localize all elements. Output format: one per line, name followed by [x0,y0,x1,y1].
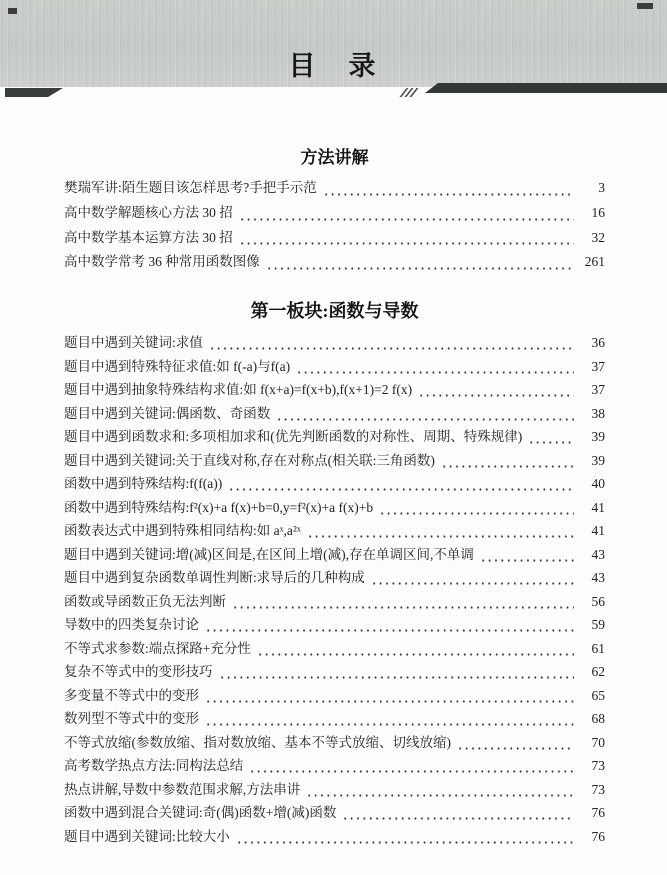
entry-title: 不等式放缩(参数放缩、指对数放缩、基本不等式放缩、切线放缩) [64,734,451,750]
entry-page: 261 [584,254,605,270]
entry-title: 高中数学常考 36 种常用函数图像 [64,254,260,270]
entry-page: 41 [591,523,605,539]
dot-leader [371,581,574,586]
entry-page: 65 [591,687,605,703]
section-rows [64,336,605,853]
dot-leader [379,511,574,516]
entry-page: 76 [591,805,605,821]
dot-leader [307,534,574,539]
toc-entry [64,548,605,572]
entry-title: 高考数学热点方法:同构法总结 [64,758,244,774]
banner-slashes-decoration [403,84,418,93]
entry-page: 41 [591,499,605,515]
entry-title: 题目中遇到关键词:求值 [64,335,203,351]
dot-leader [296,370,574,375]
dot-leader [441,464,574,469]
entry-title: 题目中遇到关键词:比较大小 [64,828,230,844]
corner-mark-right [637,3,653,9]
entry-title: 高中数学基本运算方法 30 招 [64,229,233,245]
entry-page: 37 [591,382,605,398]
dot-leader [228,487,574,492]
section-heading: 方法讲解 [300,148,369,167]
toc-entry [64,830,605,854]
entry-page: 61 [591,640,605,656]
dot-leader [232,605,574,610]
dot-leader [306,793,574,798]
toc-entry [64,665,605,689]
toc-entry [64,783,605,807]
dot-leader [205,628,574,633]
entry-page: 76 [591,828,605,844]
dot-leader [239,217,574,222]
dot-leader [276,417,574,422]
entry-page: 56 [591,593,605,609]
dot-leader [219,675,575,680]
toc-entry [64,618,605,642]
section-heading: 第一板块:函数与导数 [250,301,419,322]
toc-body [64,97,605,853]
entry-title: 题目中遇到关键词:偶函数、奇函数 [64,405,271,421]
entry-title: 题目中遇到抽象特殊结构求值:如 f(x+a)=f(x+b),f(x+1)=2 f(x) [64,382,413,398]
dot-leader [205,722,574,727]
entry-title: 题目中遇到特殊特征求值:如 f(-a)与f(a) [64,358,291,374]
entry-title: 函数中遇到特殊结构:f²(x)+a f(x)+b=0,y=f²(x)+a f(x)+b [64,499,374,515]
entry-page: 32 [591,229,605,245]
entry-page: 16 [591,204,605,220]
entry-title: 题目中遇到复杂函数单调性判断:求导后的几种构成 [64,570,365,586]
entry-title: 函数中遇到混合关键词:奇(偶)函数+增(减)函数 [64,805,337,821]
entry-title: 樊瑞军讲:陌生题目该怎样思考?手把手示范 [64,180,317,195]
entry-page: 39 [591,429,605,445]
toc-entry [64,524,605,548]
entry-title: 复杂不等式中的变形技巧 [64,664,213,680]
toc-section [64,143,605,280]
entry-title: 题目中遇到函数求和:多项相加求和(优先判断函数的对称性、周期、特殊规律) [64,429,523,445]
dot-leader [323,192,574,197]
entry-title: 高中数学解题核心方法 30 招 [64,204,233,220]
toc-entry [64,255,605,280]
toc-entry [64,642,605,666]
entry-page: 62 [591,664,605,680]
dot-leader [209,346,574,351]
toc-entry [64,806,605,830]
toc-section [64,297,605,853]
entry-page: 70 [591,734,605,750]
entry-title: 不等式求参数:端点探路+充分性 [64,640,251,656]
toc-entry [64,206,605,231]
page-title: 目 录 [288,51,379,81]
dot-leader [457,746,574,751]
dot-leader [205,699,574,704]
entry-page: 3 [598,180,605,195]
entry-title: 热点讲解,导数中参数范围求解,方法串讲 [64,781,301,797]
toc-entry [64,712,605,736]
dot-leader [239,241,574,246]
entry-page: 40 [591,476,605,492]
entry-page: 59 [591,617,605,633]
entry-page: 38 [591,405,605,421]
entry-page: 68 [591,711,605,727]
banner-left-accent [5,88,63,97]
entry-title: 函数或导函数正负无法判断 [64,593,226,609]
toc-entry [64,689,605,713]
section-rows [64,181,605,280]
toc-entry [64,571,605,595]
toc-entry [64,407,605,431]
toc-entry [64,336,605,360]
entry-page: 37 [591,358,605,374]
toc-entry [64,595,605,619]
entry-page: 73 [591,781,605,797]
entry-title: 函数表达式中遇到特殊相同结构:如 aˣ,a²ˣ [64,523,301,539]
entry-page: 39 [591,452,605,468]
entry-title: 函数中遇到特殊结构:f(f(a)) [64,476,223,492]
toc-entry [64,454,605,478]
dot-leader [342,816,574,821]
toc-entry [64,477,605,501]
dot-leader [236,840,574,845]
entry-title: 题目中遇到关键词:关于直线对称,存在对称点(相关联:三角函数) [64,452,435,468]
toc-entry [64,360,605,384]
toc-entry [64,231,605,256]
entry-page: 43 [591,570,605,586]
toc-entry [64,501,605,525]
dot-leader [480,558,574,563]
entry-title: 数列型不等式中的变形 [64,711,199,727]
dot-leader [249,769,574,774]
toc-entry [64,736,605,760]
entry-page: 43 [591,546,605,562]
dot-leader [528,440,574,445]
banner [0,0,667,87]
toc-entry [64,181,605,206]
entry-title: 导数中的四类复杂讨论 [64,617,199,633]
dot-leader [266,266,574,271]
corner-mark-left [8,8,17,14]
banner-right-accent [425,83,667,93]
entry-title: 多变量不等式中的变形 [64,687,199,703]
toc-entry [64,759,605,783]
toc-entry [64,383,605,407]
dot-leader [418,393,574,398]
entry-page: 73 [591,758,605,774]
dot-leader [257,652,574,657]
toc-entry [64,430,605,454]
entry-page: 36 [591,335,605,351]
entry-title: 题目中遇到关键词:增(减)区间是,在区间上增(减),存在单调区间,不单调 [64,546,474,562]
